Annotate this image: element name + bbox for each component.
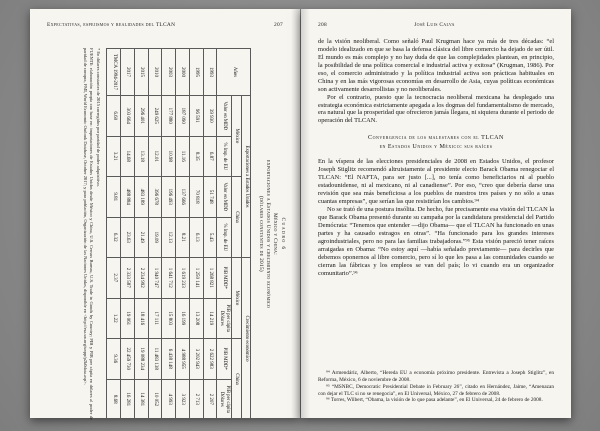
table-value: 4 993 [162, 379, 176, 420]
body-text-column [318, 38, 554, 277]
table-value: 196 493 [162, 177, 176, 218]
table-value: 10 052 [148, 379, 162, 420]
table-value: 16 281 [121, 379, 135, 420]
page-number-right: 208 [318, 22, 327, 28]
measure-header: % Imp. de EU [217, 217, 232, 258]
table-value: 6.60 [107, 96, 121, 137]
table-header-row-measures [217, 49, 232, 420]
table-value: 4 988 955 [176, 339, 190, 380]
measure-header: PIB per cápita Dólares [217, 298, 232, 339]
body-paragraph: En la víspera de las elecciones presidenciales de 2008 en Estados Unidos, el profesor Joseph Stiglitz recomendó altruistamente al presidente electo Barack Obama renegociar el TLCAN: “El NAFTA, para ser justo [...], no tenía como beneficiarios ni al pueblo estadounidense, ni al mexicano, ni al canadiense”. Por eso, “creo que debería darse una revisión que sea más beneficiosa a los pueblos de nuestros tres países y no sólo a unas cuantas empresas”, que serían las que resistirían los cambios.⁹⁴ [318, 158, 554, 206]
table-value: 18 416 [134, 298, 148, 339]
table-value: 6.13 [189, 217, 203, 258]
footnotes-block [318, 370, 554, 404]
table-value: 3 923 [176, 379, 190, 420]
table-header-row-countries [232, 49, 242, 420]
paragraph-block-bottom [318, 158, 554, 277]
table-value: 5.43 [203, 217, 217, 258]
table-value: 249 625 [148, 96, 162, 137]
table-value: 187 090 [176, 96, 190, 137]
table-value: 39 930 [203, 96, 217, 137]
table-caption-line: exportaciones a Estados Unidos y crecimiento económico [264, 159, 271, 309]
table-value: 19 088 234 [134, 339, 148, 380]
table-row [121, 49, 135, 420]
table-value: 2 713 [189, 379, 203, 420]
col-group-growth: Crecimiento económico [241, 258, 251, 420]
measure-header: % Imp. de EU [217, 136, 232, 177]
row-year: 2003 [162, 49, 176, 96]
table-row [176, 49, 190, 420]
table-value: 1 940 747 [148, 258, 162, 299]
table-value: 3.21 [107, 136, 121, 177]
table-value: 14 219 [203, 298, 217, 339]
table-value: 21.49 [134, 217, 148, 258]
running-head-left [47, 22, 283, 28]
table-row [134, 49, 148, 420]
table-row [148, 49, 162, 420]
table-value: 177 880 [162, 96, 176, 137]
table-head [217, 49, 251, 420]
table-value: 8.35 [189, 136, 203, 177]
table-row [189, 49, 203, 420]
section-heading-line: Convergencia de los malestares con el TLCAN [368, 135, 504, 142]
table-value: 96 591 [189, 96, 203, 137]
mexico-china-table [106, 48, 251, 420]
table-note: * En dólares constantes de 2015 corregidos por paridad de poder adquisitivo. [96, 48, 102, 187]
table-value: 488 884 [121, 177, 135, 218]
table-value: 2 234 992 [134, 258, 148, 299]
table-value: 6.32 [107, 217, 121, 258]
table-row [203, 49, 217, 420]
table-value: 1 250 141 [189, 258, 203, 299]
rotated-table-region [44, 41, 286, 420]
table-value: 8.21 [176, 217, 190, 258]
rotated-table-inner [44, 48, 286, 420]
table-value: 296 401 [134, 96, 148, 137]
row-year: 2017 [121, 49, 135, 96]
table-value: 12.01 [148, 136, 162, 177]
running-head-title: Expectativas, espejismos y realidades del TLCAN [47, 22, 176, 28]
table-row [162, 49, 176, 420]
table-caption-line: Cuadro 6 [280, 217, 286, 251]
row-year: 2015 [134, 49, 148, 96]
table-value: 303 664 [121, 96, 135, 137]
table-value: 1 641 712 [162, 258, 176, 299]
section-heading-line: en Estados Unidos y México: sus raíces [379, 143, 493, 150]
measure-header: PIB MDD* [217, 258, 232, 299]
footnote: ⁹⁴ Armendáriz, Alberto, “Hereda EU a economía próximo presidente. Entrevista a Joseph Stiglitz”, en Reforma, México, 6 de noviembre de 2008. [318, 370, 554, 384]
table-value: 6.87 [203, 136, 217, 177]
table-value: 2.37 [107, 258, 121, 299]
country-header: China [232, 339, 242, 420]
table-value: 17 111 [148, 298, 162, 339]
table-value: 12.13 [162, 217, 176, 258]
row-year: 2000 [176, 49, 190, 96]
table-value: 22 459 730 [121, 339, 135, 380]
table-value: 9.36 [107, 339, 121, 380]
table-caption-line: (dólares constantes de 2015) [257, 196, 264, 272]
row-year: 1993 [203, 49, 217, 96]
table-value: 15 803 [162, 298, 176, 339]
table-value: 16 199 [176, 298, 190, 339]
table-value: 14.68 [121, 136, 135, 177]
table-value: 1.22 [107, 298, 121, 339]
body-paragraph: No se trató de una postura insólita. De hecho, fue precisamente esa visión del TLCAN la que Barack Obama presentó durante su campaña por la candidatura presidencial del Partido Demócrata: “Tenemos que entender —dijo Obama— que el TLCAN ha funcionado en unas partes y ha causado estragos en otras”. “Ha funcionado para los grandes intereses agroindustriales, pero no para las familias trabajadoras.”⁹⁵ Esta visión pareció tener raíces arraigadas en Obama: “No estoy aquí —había señalado previamente— para decirles que debemos oponernos al libre comercio, pero sí lo que les pasa a las comunidades cuando se cierran las fábricas y los empleos se van del país; lo vi cuando era un organizador comunitario”.⁹⁶ [318, 206, 554, 277]
table-value: 23.63 [121, 217, 135, 258]
table-value: 3 202 943 [189, 339, 203, 380]
footnote: ⁹⁶ Torres, Wilbert, “Obama, la visión de lo que pasa adelante”, en El Universal, 24 de febrero de 2008. [326, 397, 543, 404]
table-value: 483 189 [134, 177, 148, 218]
table-caption [256, 48, 286, 420]
row-year: 2010 [148, 49, 162, 96]
table-value: 14 381 [134, 379, 148, 420]
country-header: México [232, 96, 242, 177]
col-group-exports: Exportaciones a Estados Unidos [241, 96, 251, 258]
row-year: 1995 [189, 49, 203, 96]
table-value: 137 666 [176, 177, 190, 218]
table-value: 6 438 148 [162, 339, 176, 380]
table-value: 13.18 [134, 136, 148, 177]
measure-header: PIB MDD* [217, 339, 232, 380]
table-value: 19.09 [148, 217, 162, 258]
table-value: 8.68 [107, 379, 121, 420]
table-row [107, 49, 121, 420]
table-value: 2 333 587 [121, 258, 135, 299]
table-value: 11 483 138 [148, 339, 162, 380]
book-page-left [30, 9, 300, 418]
measure-header: PIB per cápita Dólares [217, 379, 232, 420]
measure-header: Valor en MDD [217, 96, 232, 137]
table-body [107, 49, 217, 420]
body-paragraph: Por el contrario, puesto que la tecnocracia neoliberal mexicana ha desplegado una estrategia económica estrictamente apegada a los dogmas del fundamentalismo de mercado, era natural que la prosperidad que ofrecieron jamás llegara, ni siquiera durante el periodo de operación del TLCAN. [318, 93, 554, 125]
paragraph-block-top [318, 38, 554, 125]
table-value: 70 818 [189, 177, 203, 218]
section-heading [322, 134, 550, 151]
running-head-author: José Luis Calva [414, 22, 455, 28]
book-page-right [301, 9, 571, 418]
table-value: 51 748 [203, 177, 217, 218]
table-value: 1 619 233 [176, 258, 190, 299]
table-header-row-groups [241, 49, 251, 420]
table-source-notes [82, 48, 101, 420]
table-value: 2 622 983 [203, 339, 217, 380]
row-year: TMCA 1994-2017 [107, 49, 121, 96]
table-value: 9.81 [107, 177, 121, 218]
table-value: 19 061 [121, 298, 135, 339]
body-paragraph: de la visión neoliberal. Como señaló Paul Krugman hace ya más de tres décadas: “el modelo idealizado en que se basa la defensa clásica del libre comercio ha dejado de ser útil. El mundo es más complejo y no hay duda de que las complejidades plantean, en principio, la posibilidad de una política comercial e industrial activa y exitosa” (Krugman, 1986). Por eso, el comercio administrado y la política industrial activa son prácticas habituales en China y en las más vigorosas economías en desarrollo de Asia, cuyas políticas económicas son activamente desarrollistas y no neoliberales. [318, 38, 554, 93]
table-value: 10.98 [162, 136, 176, 177]
country-header: China [232, 177, 242, 258]
table-value: 11.16 [176, 136, 190, 177]
country-header: México [232, 258, 242, 339]
table-note: FUENTE: elaboración propia con base en: importaciones de Estados Unidos desde México y China, U.S. Census Bureau, U.S. Trade in Goods by Country; PIB y PIB per cápita en dólares al poder de paridad de compra, FMI, World Economic Outlook Database, October 2017; y para población, Organización de las Naciones Unidas, disponible en <http://esa.un.org/unpp/p2k0data.asp>. [83, 48, 95, 420]
table-caption-line: México y China: [271, 213, 278, 255]
running-head-right [318, 22, 554, 28]
page-number-left: 207 [274, 22, 283, 28]
table-value: 2 207 [203, 379, 217, 420]
table-value: 13 208 [189, 298, 203, 339]
col-header-years: Años [217, 49, 251, 96]
table-value: 1 268 821 [203, 258, 217, 299]
table-value: 396 678 [148, 177, 162, 218]
footnote: ⁹⁵ “MSNBC, Democratic Presidential Debate in February 26”, citado en Hernández, Jaime, “Amenazan con dejar el TLC si no se renegocia”, en El Universal, México, 27 de febrero de 2008. [318, 383, 554, 397]
measure-header: Valor en MDD [217, 177, 232, 218]
